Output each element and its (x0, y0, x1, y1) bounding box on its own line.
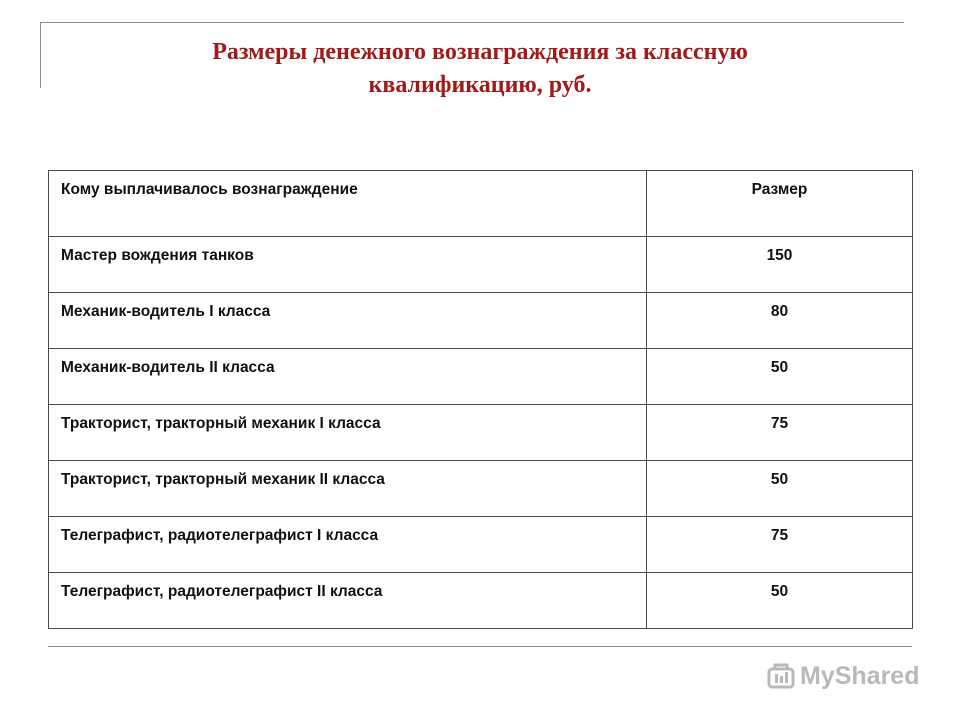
amount-cell: 50 (647, 573, 913, 629)
top-divider (40, 22, 904, 23)
table-row (49, 237, 913, 293)
amount-cell: 50 (647, 461, 913, 517)
amount-cell: 75 (647, 405, 913, 461)
table-header-row (49, 171, 913, 237)
slide-title (60, 36, 900, 102)
recipient-cell: Мастер вождения танков (49, 237, 647, 293)
recipient-cell: Тракторист, тракторный механик I класса (49, 405, 647, 461)
recipient-cell: Телеграфист, радиотелеграфист II класса (49, 573, 647, 629)
recipient-cell: Механик-водитель I класса (49, 293, 647, 349)
bottom-divider (48, 646, 912, 647)
header-amount: Размер (647, 171, 913, 237)
left-divider (40, 22, 41, 88)
recipient-cell: Телеграфист, радиотелеграфист I класса (49, 517, 647, 573)
table-row (49, 517, 913, 573)
table-row (49, 349, 913, 405)
myshared-logo-icon (766, 661, 796, 691)
recipient-cell: Механик-водитель II класса (49, 349, 647, 405)
table-row (49, 293, 913, 349)
slide-title-line-2: квалификацию, руб. (368, 72, 592, 98)
header-recipient: Кому выплачивалось вознаграждение (49, 171, 647, 237)
table-row (49, 461, 913, 517)
table-row (49, 573, 913, 629)
myshared-logo-text: MyShared (800, 661, 920, 690)
recipient-cell: Тракторист, тракторный механик II класса (49, 461, 647, 517)
amount-cell: 75 (647, 517, 913, 573)
amount-cell: 80 (647, 293, 913, 349)
amount-cell: 50 (647, 349, 913, 405)
myshared-watermark (766, 656, 919, 696)
slide-title-line-1: Размеры денежного вознаграждения за классную (212, 39, 748, 65)
table-row (49, 405, 913, 461)
award-table (48, 170, 913, 629)
amount-cell: 150 (647, 237, 913, 293)
